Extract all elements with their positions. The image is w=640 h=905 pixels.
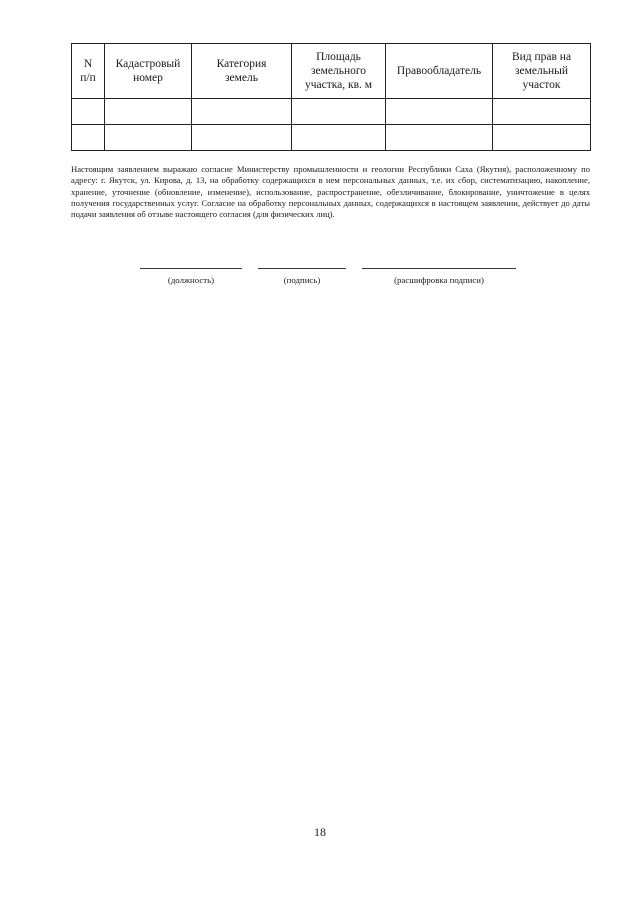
header-right-type: Вид прав на земельный участок (493, 44, 591, 99)
header-number: N п/п (72, 44, 105, 99)
position-label: (должность) (167, 275, 215, 285)
signature-decoding-line (362, 268, 516, 269)
signature-decoding-label: (расшифровка подписи) (394, 275, 484, 285)
header-plot-area: Площадь земельного участка, кв. м (292, 44, 386, 99)
position-signature-line (140, 268, 242, 269)
table-cell (105, 125, 192, 151)
table-cell (292, 99, 386, 125)
page-number: 18 (314, 825, 326, 839)
land-plots-table (71, 43, 591, 151)
signature-line (258, 268, 346, 269)
header-right-holder: Правообладатель (386, 44, 493, 99)
table-cell (72, 99, 105, 125)
table-cell (292, 125, 386, 151)
table-header-row (72, 44, 591, 99)
consent-paragraph: Настоящим заявлением выражаю согласие Министерству промышленности и геологии Республики Саха (Якутия), расположенному по адресу: г. Якутск, ул. Кирова, д. 13, на обработку содержащихся в нем персональных данных, т.е. их сбор, систематизацию, накопление, хранение, уточнение (обновление, изменение), использование, распространение, обезличивание, блокирование, уничтожение в целях получения государственных услуг. Согласие на обработку персональных данных, содержащихся в настоящем заявлении, действует до даты подачи заявления об отзыве настоящего согласия (для физических лиц). (71, 164, 590, 220)
table-row (72, 99, 591, 125)
table-cell (192, 125, 292, 151)
table-cell (386, 99, 493, 125)
table-cell (386, 125, 493, 151)
header-land-category: Категория земель (192, 44, 292, 99)
table-cell (493, 99, 591, 125)
table-cell (72, 125, 105, 151)
table-row (72, 125, 591, 151)
table-cell (493, 125, 591, 151)
signature-label: (подпись) (283, 275, 321, 285)
header-cadastral-number: Кадастровый номер (105, 44, 192, 99)
table-cell (105, 99, 192, 125)
table-cell (192, 99, 292, 125)
